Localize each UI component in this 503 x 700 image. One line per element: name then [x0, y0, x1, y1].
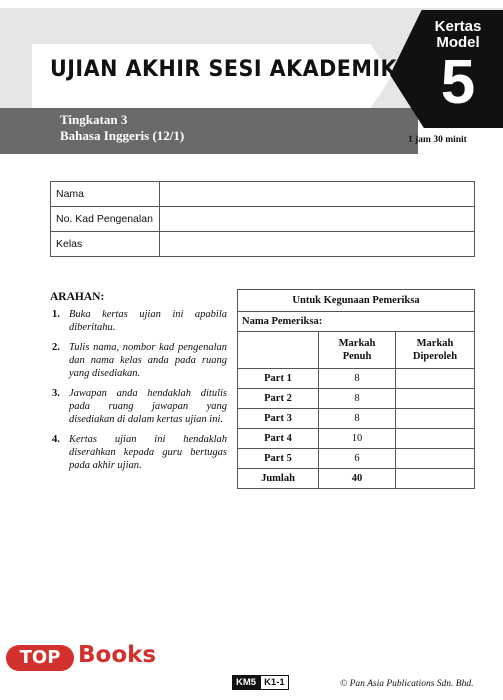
student-info-table — [50, 181, 475, 257]
instruction-item — [52, 387, 227, 426]
part-column-header — [238, 332, 319, 369]
name-field[interactable] — [160, 182, 475, 207]
total-label: Jumlah — [238, 469, 319, 489]
obtained-mark-field[interactable] — [396, 369, 475, 389]
obtained-mark-field[interactable] — [396, 429, 475, 449]
form-label: Tingkatan 3 — [60, 112, 128, 127]
info-row — [51, 232, 475, 257]
examiner-name-label: Nama Pemeriksa: — [238, 312, 475, 332]
instruction-item — [52, 341, 227, 380]
info-label: Kelas — [51, 232, 160, 257]
full-mark: 8 — [319, 369, 396, 389]
full-mark: 8 — [319, 409, 396, 429]
table-row — [238, 389, 475, 409]
table-row — [238, 449, 475, 469]
instruction-text: Buka kertas ujian ini apabila diberitahu. — [69, 309, 227, 333]
paper-code: K1-1 — [260, 675, 289, 690]
duration-label: 1 jam 30 minit — [408, 135, 467, 145]
info-label: Nama — [51, 182, 160, 207]
obtained-mark-field[interactable] — [396, 409, 475, 429]
info-row — [51, 182, 475, 207]
instruction-item — [52, 308, 227, 334]
full-mark: 6 — [319, 449, 396, 469]
topbooks-logo-text: Books — [78, 642, 157, 668]
total-full-mark: 40 — [319, 469, 396, 489]
form-subject — [60, 112, 184, 144]
table-row — [238, 409, 475, 429]
instructions-list — [52, 308, 227, 479]
series-code: KM5 — [232, 675, 260, 690]
obtained-mark-field[interactable] — [396, 449, 475, 469]
topbooks-logo-badge: TOP — [6, 645, 74, 671]
part-label: Part 1 — [238, 369, 319, 389]
instruction-number: 1. — [52, 309, 60, 320]
instruction-number: 4. — [52, 434, 60, 445]
part-label: Part 2 — [238, 389, 319, 409]
instruction-number: 2. — [52, 342, 60, 353]
full-mark: 8 — [319, 389, 396, 409]
part-label: Part 3 — [238, 409, 319, 429]
info-label: No. Kad Pengenalan — [51, 207, 160, 232]
ic-number-field[interactable] — [160, 207, 475, 232]
paper-label: Kertas Model — [434, 18, 482, 51]
page-code — [232, 677, 289, 688]
instruction-number: 3. — [52, 388, 60, 399]
full-mark: 10 — [319, 429, 396, 449]
examiner-table-title: Untuk Kegunaan Pemeriksa — [238, 290, 475, 312]
publisher-credit: © Pan Asia Publications Sdn. Bhd. — [340, 679, 474, 689]
instruction-text: Kertas ujian ini hendaklah diserahkan kepada guru bertugas pada akhir ujian. — [69, 434, 227, 471]
total-obtained-field[interactable] — [396, 469, 475, 489]
class-field[interactable] — [160, 232, 475, 257]
instruction-item — [52, 433, 227, 472]
info-row — [51, 207, 475, 232]
table-row — [238, 369, 475, 389]
total-row — [238, 469, 475, 489]
examiner-table — [237, 289, 475, 489]
part-label: Part 5 — [238, 449, 319, 469]
full-marks-header: Markah Penuh — [319, 332, 396, 369]
page-title: UJIAN AKHIR SESI AKADEMIK — [50, 57, 398, 82]
model-number: 5 — [440, 48, 476, 117]
table-row — [238, 429, 475, 449]
instruction-text: Tulis nama, nombor kad pengenalan dan nama kelas anda pada ruang yang disediakan. — [69, 342, 227, 379]
part-label: Part 4 — [238, 429, 319, 449]
obtained-marks-header: Markah Diperoleh — [396, 332, 475, 369]
instructions-heading: ARAHAN: — [50, 291, 105, 303]
subject-label: Bahasa Inggeris (12/1) — [60, 128, 185, 143]
obtained-mark-field[interactable] — [396, 389, 475, 409]
instruction-text: Jawapan anda hendaklah ditulis pada ruang jawapan yang disediakan di dalam kertas ujian ini. — [69, 388, 227, 425]
